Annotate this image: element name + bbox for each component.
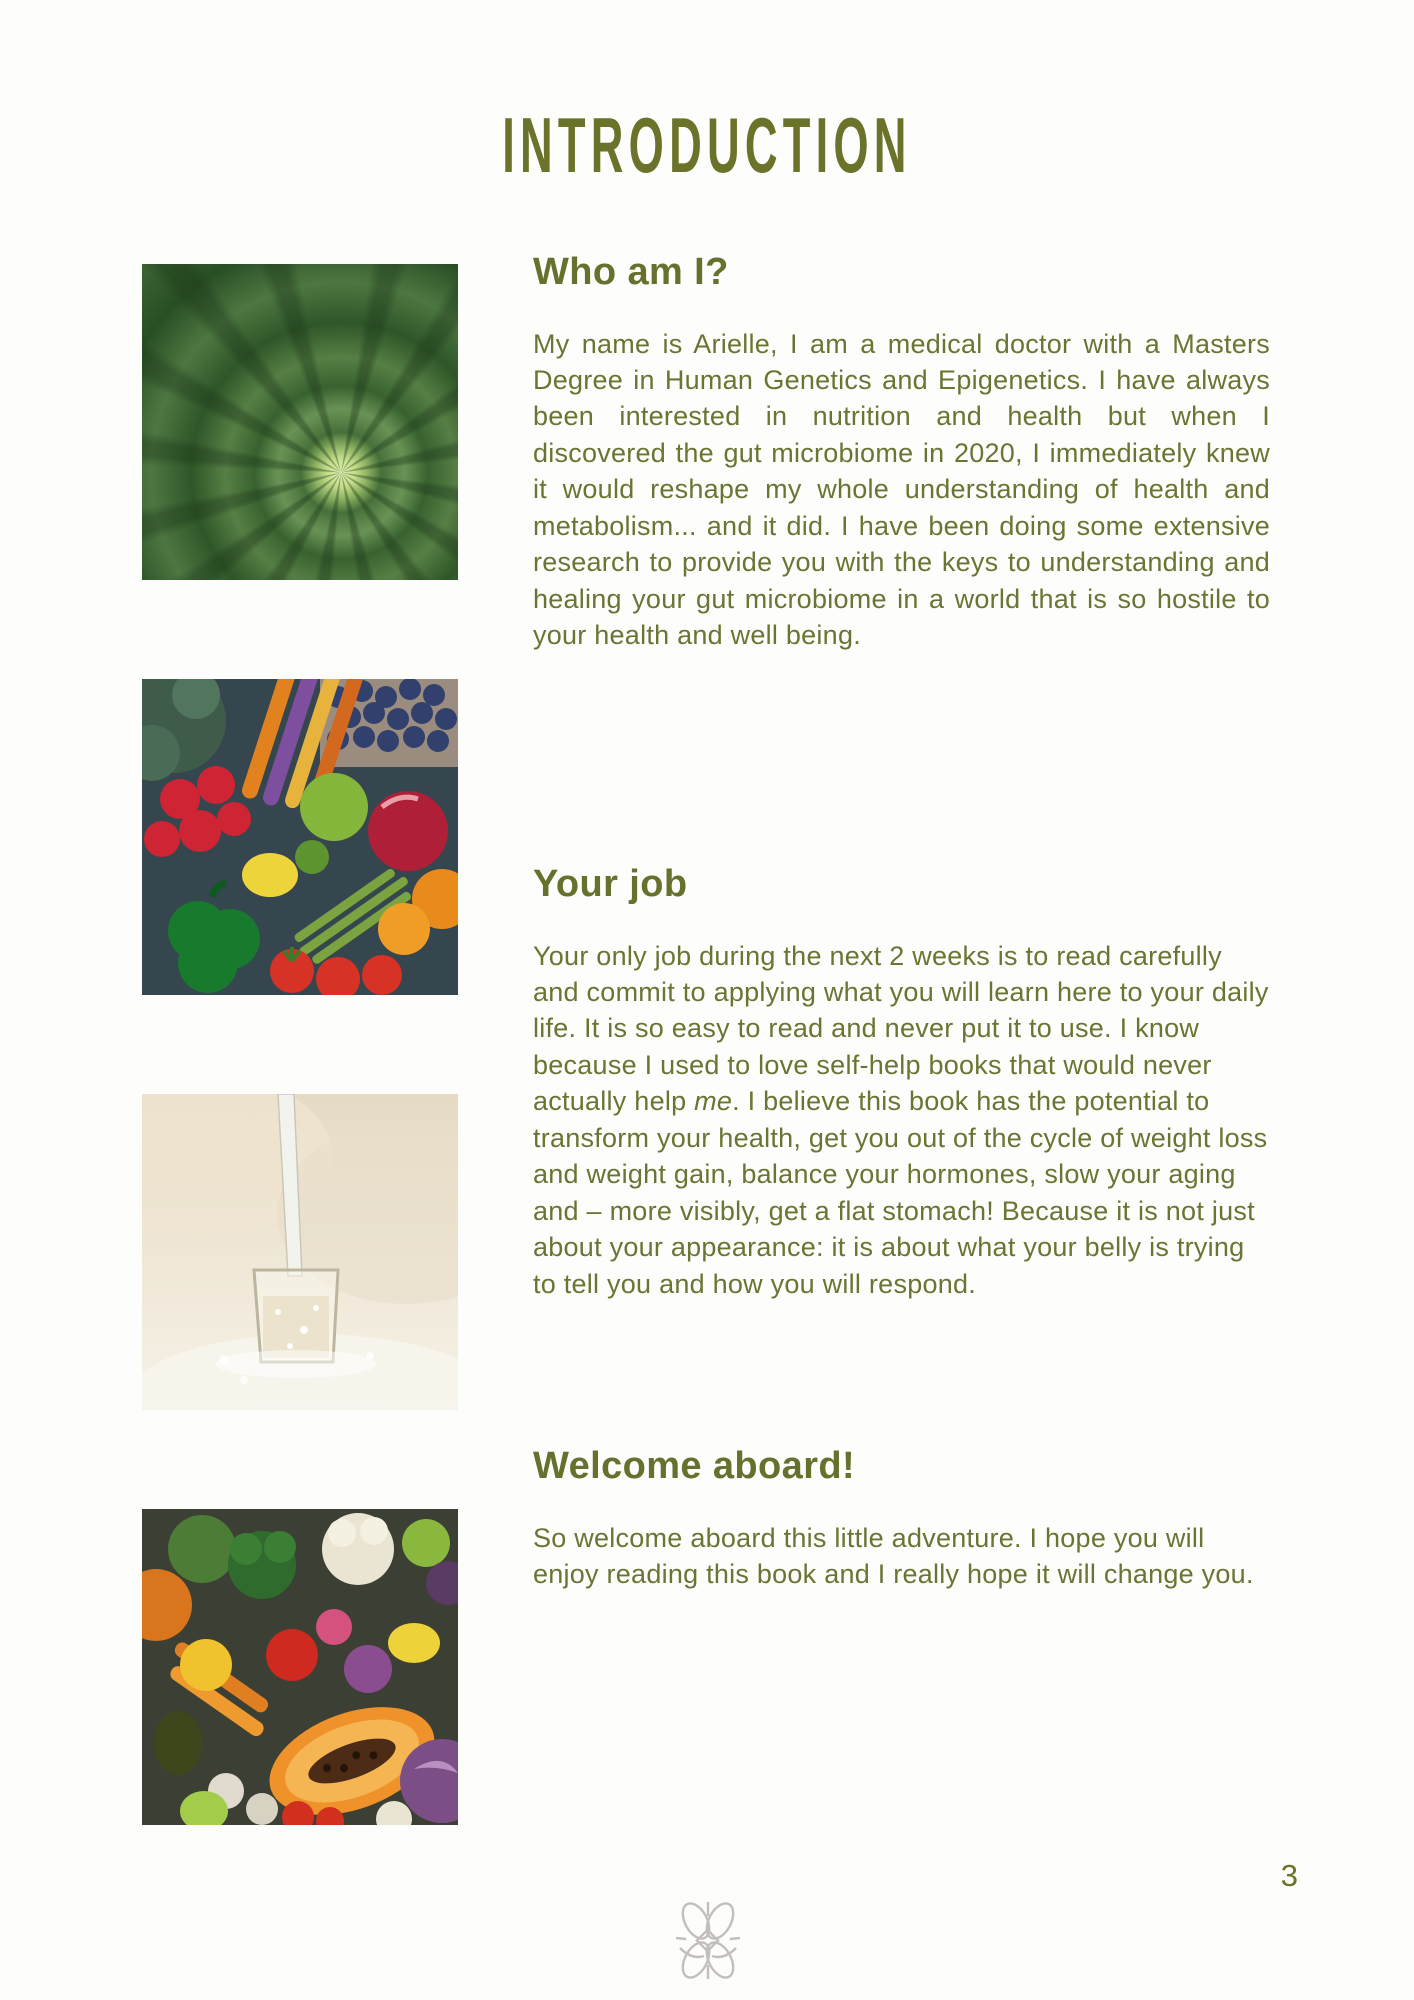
section-heading-who-am-i: Who am I? [533,251,729,293]
your-job-text-start: Your only job during the next 2 weeks is to read carefully and commit to applying what you will learn here to your daily life. It is so easy to read and never put it to use. I know because I used to love self-help books that would never actually help [533,940,1269,1117]
section-heading-your-job: Your job [533,863,688,905]
section-body-welcome-aboard: So welcome aboard this little adventure. I hope you will enjoy reading this book and I really hope it will change you. [533,1522,1254,1590]
section-body-who-am-i: My name is Arielle, I am a medical doctor with a Masters Degree in Human Genetics and Epigenetics. I have always been interested in nutrition and health but when I discovered the gut microbiome in 2020, I immediately knew it would reshape my whole understanding of health and metabolism... and it did. I have been doing some extensive research to provide you with the keys to understanding and healing your gut microbiome in a world that is so hostile to your health and well being. [533,328,1270,651]
ornamental-cabbage-photo [142,264,458,580]
section-who-am-i [533,250,1270,654]
fresh-produce-photo [142,679,458,995]
section-heading-welcome-aboard: Welcome aboard! [533,1445,856,1487]
section-body-your-job [533,938,1270,1302]
section-your-job [533,862,1270,1302]
page-title-text: INTRODUCTION [502,101,912,189]
vegetable-flatlay-photo [142,1509,458,1825]
page-title [0,101,1414,189]
your-job-text-italic: me [694,1086,733,1117]
section-welcome-aboard [533,1444,1270,1592]
flourish-ornament-icon [672,1896,744,1988]
your-job-text-end: . I believe this book has the potential to transform your health, get you out of the cycle of weight loss and weight gain, balance your hormones, slow your aging and – more visibly, get a flat stomach! Because it is not just about your appearance: it is about what your belly is trying to tell you and how you will respond. [533,1086,1268,1299]
page-number: 3 [1280,1858,1298,1893]
water-glass-photo [142,1094,458,1410]
